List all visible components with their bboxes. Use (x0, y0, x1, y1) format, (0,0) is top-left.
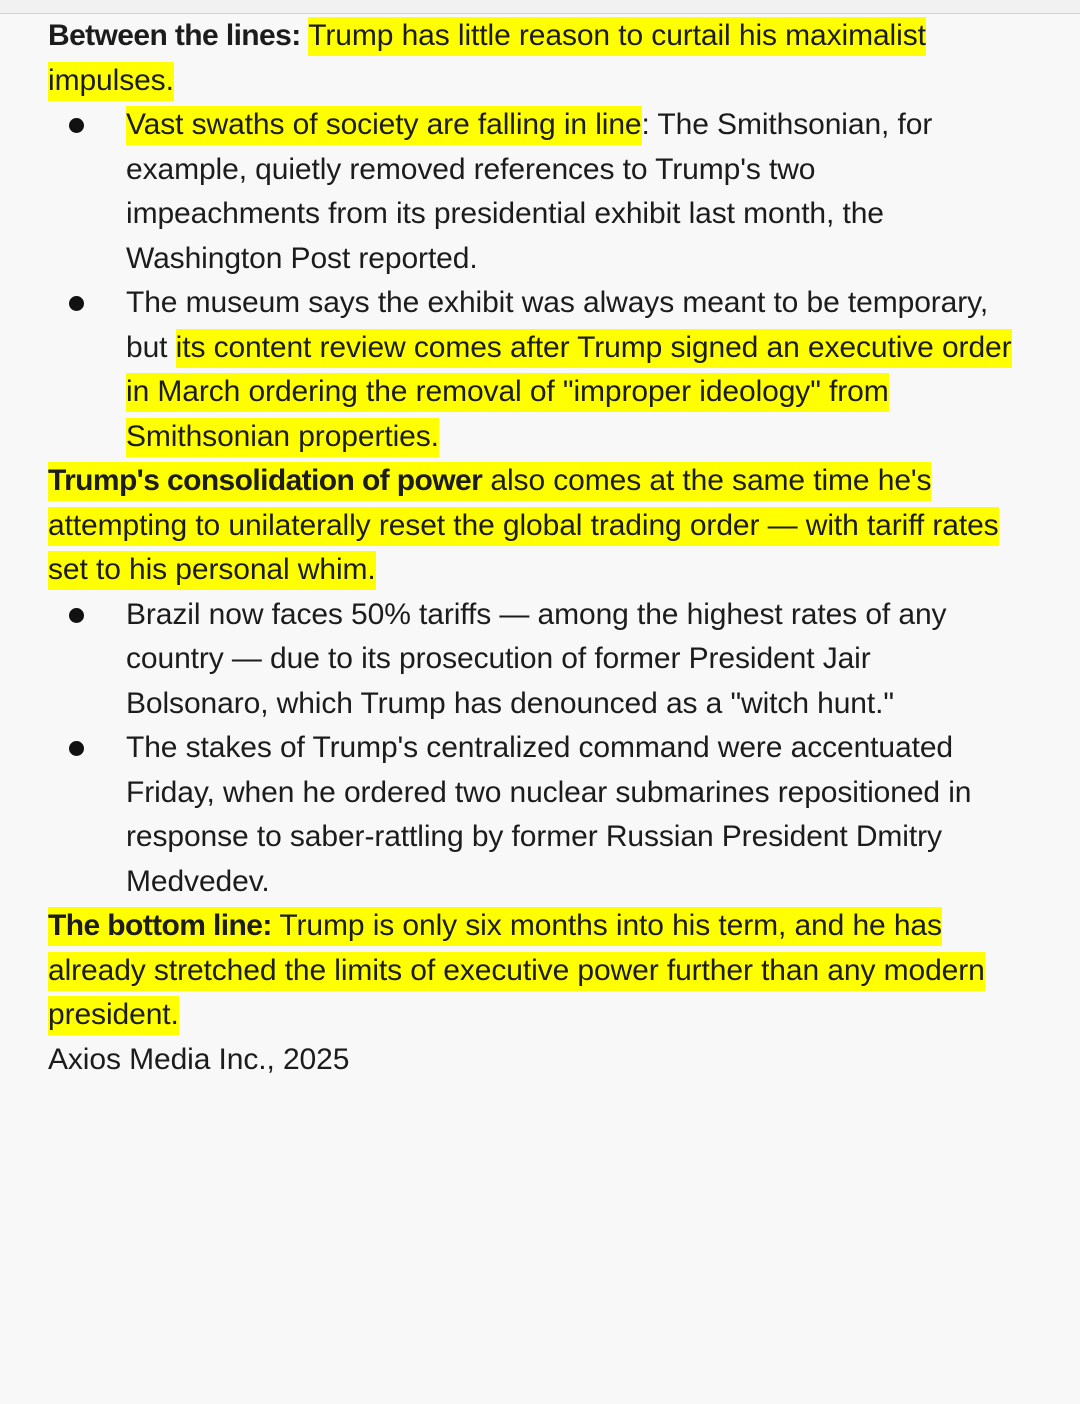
bullet-text: The stakes of Trump's centralized command were accentuated Friday, when he ordered two nuclear submarines repositioned in response to saber-rattling by former Russian President Dmitry Medvedev. (126, 731, 972, 898)
bullet-icon (69, 741, 84, 756)
bottom-line-highlight (48, 907, 985, 1035)
bullet-text: Brazil now faces 50% tariffs — among the highest rates of any country — due to its prosecution of former President Jair Bolsonaro, which Trump has denounced as a "witch hunt." (126, 597, 947, 720)
consolidation-highlight (48, 462, 999, 590)
highlighted-text: its content review comes after Trump signed an executive order in March ordering the removal of "improper ideology" from Smithsonian properties. (126, 329, 1012, 457)
bullet-icon (69, 608, 84, 623)
highlighted-text: Vast swaths of society are falling in line (126, 106, 642, 145)
list-item (126, 281, 1016, 459)
consolidation-paragraph (48, 459, 1016, 593)
bullet-text: The museum says the exhibit was always meant to be temporary, but (126, 286, 989, 364)
tariff-bullet-list (48, 593, 1016, 905)
bottom-line-paragraph (48, 904, 1016, 1038)
between-the-lines-paragraph (48, 14, 1016, 103)
top-divider (0, 0, 1080, 14)
consolidation-text: also comes at the same time he's attempting to unilaterally reset the global trading order — with tariff rates set to his personal whim. (48, 464, 999, 586)
smithsonian-bullet-list (48, 103, 1016, 459)
bottom-line-label: The bottom line: (48, 909, 272, 942)
list-item (126, 103, 1016, 281)
list-item (126, 593, 1016, 727)
between-the-lines-text: Trump has little reason to curtail his maximalist impulses. (48, 17, 926, 101)
bullet-icon (69, 118, 84, 133)
bullet-icon (69, 296, 84, 311)
between-the-lines-label: Between the lines: (48, 19, 301, 52)
bottom-line-text: Trump is only six months into his term, and he has already stretched the limits of executive power further than any modern president. (48, 909, 985, 1031)
article-body (0, 14, 1080, 1082)
consolidation-label: Trump's consolidation of power (48, 464, 483, 497)
bullet-text: : The Smithsonian, for example, quietly removed references to Trump's two impeachments from its presidential exhibit last month, the Washington Post reported. (126, 108, 933, 275)
source-credit: Axios Media Inc., 2025 (48, 1042, 350, 1076)
list-item (126, 726, 1016, 904)
